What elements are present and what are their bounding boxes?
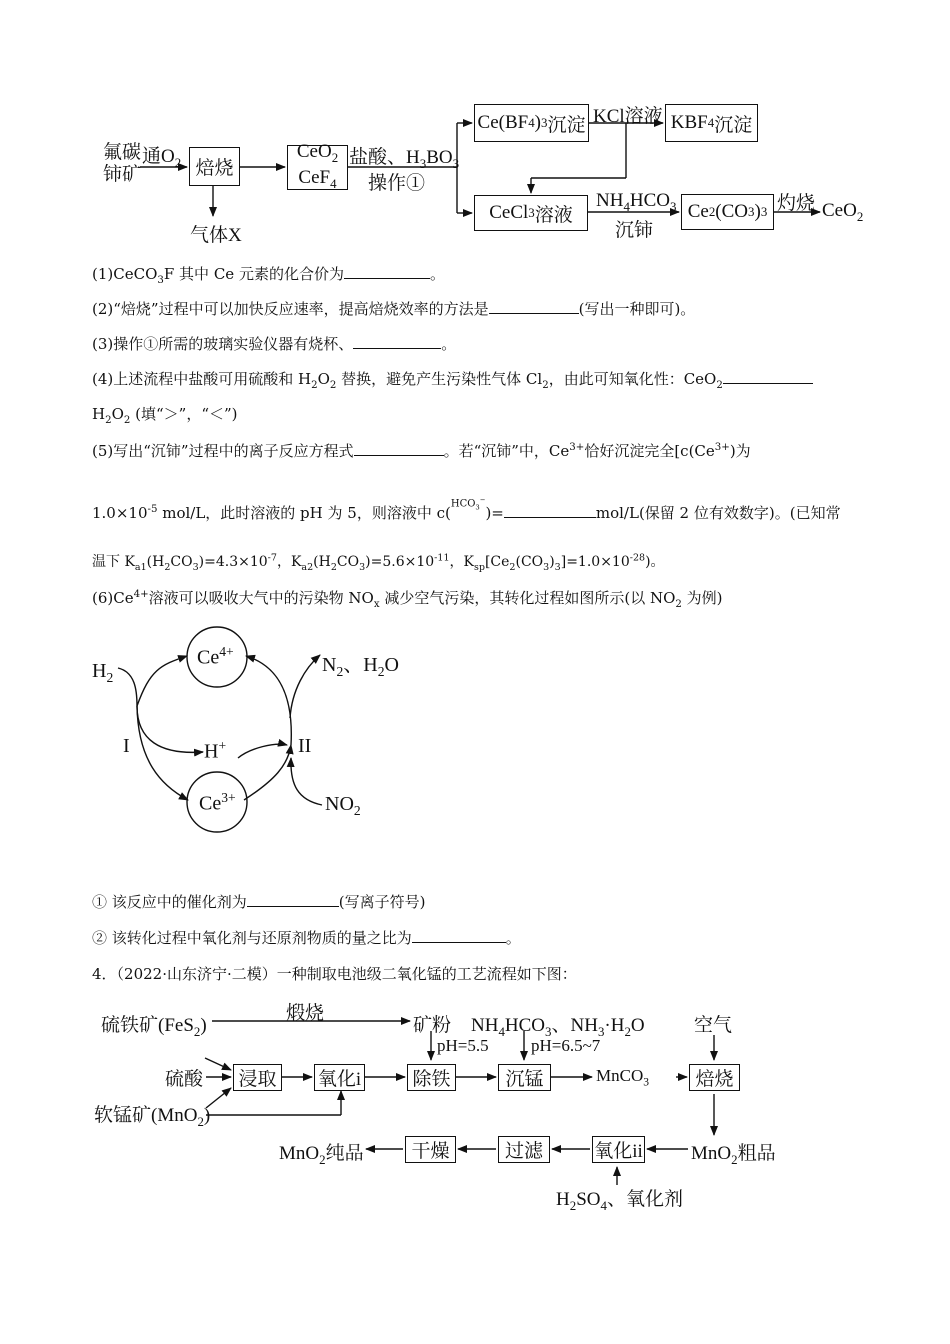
ore-label: 氟碳 铈矿 bbox=[103, 142, 142, 185]
sub-question-2: ② 该转化过程中氧化剂与还原剂物质的量之比为 。 bbox=[92, 929, 521, 947]
dry-box: 干燥 bbox=[405, 1136, 456, 1163]
no2-label: $NO_2$ bbox=[325, 793, 361, 818]
ph2-label: pH=6.5~7 bbox=[531, 1036, 601, 1055]
step-2-label: II bbox=[298, 735, 312, 757]
air-label: 空气 bbox=[694, 1015, 733, 1036]
ph1-label: pH=5.5 bbox=[437, 1036, 489, 1055]
pure-mno2-label: MnO$_2$纯品 bbox=[279, 1143, 364, 1167]
o2-label: 通$O_2$ bbox=[142, 146, 182, 170]
answer-blank[interactable] bbox=[723, 369, 813, 384]
question-2: (2)“焙烧”过程中可以加快反应速率，提高焙烧效率的方法是 (写出一种即可)。 bbox=[92, 300, 696, 318]
ceo2-cef4-box: CeO$_2$ CeF$_4$ bbox=[287, 145, 348, 190]
final-ceo2-label: CeO$_2$ bbox=[822, 200, 864, 224]
powder-label: 矿粉 bbox=[413, 1015, 452, 1036]
acid-label: 盐酸、$H_3BO_3$ bbox=[349, 147, 460, 171]
burn-label: 灼烧 bbox=[777, 193, 816, 214]
answer-blank[interactable] bbox=[353, 334, 441, 349]
step-1-label: I bbox=[123, 735, 130, 757]
gas-x-label: 气体X bbox=[190, 225, 242, 246]
hco3-formula: $HCO_3^-$ bbox=[450, 495, 486, 511]
sub-question-1: ① 该反应中的催化剂为 (写离子符号) bbox=[92, 893, 426, 911]
answer-blank[interactable] bbox=[354, 441, 444, 456]
question-1: (1)CeCO$_3$F 其中 Ce 元素的化合价为 。 bbox=[92, 265, 445, 286]
question-3: (3)操作①所需的玻璃实验仪器有烧杯、 。 bbox=[92, 335, 457, 353]
sink-ce-label: 沉铈 bbox=[615, 220, 654, 241]
problem-4-heading: 4．（2022·山东济宁·二模）一种制取电池级二氧化锰的工艺流程如下图： bbox=[92, 965, 577, 983]
precipitate-mn-box: 沉锰 bbox=[498, 1064, 551, 1091]
question-4: (4)上述流程中盐酸可用硫酸和 $H_2O_2$ 替换，避免产生污染性气体 $Cl_2$，由此可知氧化性：CeO$_2$ bbox=[92, 368, 813, 391]
answer-blank[interactable] bbox=[504, 503, 596, 518]
pyrolusite-label: 软锰矿(MnO$_2$) bbox=[94, 1105, 211, 1129]
mnco3-label: MnCO$_3$ bbox=[596, 1066, 650, 1089]
crude-mno2-label: MnO$_2$粗品 bbox=[691, 1143, 776, 1167]
cebf4-box: Ce(BF 4 ) 3 沉淀 bbox=[474, 104, 589, 142]
operation-1-label: 操作① bbox=[368, 173, 426, 194]
hplus-label: H+ bbox=[204, 738, 227, 763]
reagent-label: $NH_4HCO_3$、$NH_3\cdot H_2O$ bbox=[471, 1015, 645, 1039]
nh4hco3-label: $NH_4HCO_3$ bbox=[596, 190, 677, 214]
ce3-label: $Ce^{3+}$ bbox=[199, 790, 236, 815]
ce2co3-box: Ce 2 (CO 3 ) 3 bbox=[681, 194, 774, 230]
roast-box-2: 焙烧 bbox=[689, 1064, 740, 1091]
kbf4-box: KBF 4 沉淀 bbox=[665, 104, 758, 142]
oxidant-label: $H_2SO_4$、氧化剂 bbox=[556, 1189, 683, 1213]
sulfuric-acid-label: 硫酸 bbox=[165, 1069, 204, 1090]
question-4-line2: $H_2O_2$ (填“＞”，“＜”) bbox=[92, 405, 238, 426]
answer-blank[interactable] bbox=[247, 892, 339, 907]
leach-box: 浸取 bbox=[233, 1064, 282, 1091]
oxidation-ii-box: 氧化ii bbox=[592, 1136, 645, 1163]
filter-box: 过滤 bbox=[498, 1136, 550, 1163]
answer-blank[interactable] bbox=[412, 928, 506, 943]
n2-h2o-label: $N_2$、$H_2O$ bbox=[322, 654, 399, 679]
remove-fe-box: 除铁 bbox=[407, 1064, 456, 1091]
cecl3-box: CeCl 3 溶液 bbox=[474, 195, 588, 231]
question-5-line3: 温下 $K_{a1}(H_2CO_3)=4.3\times 10^{-7}$，$K_{a2}(H_2CO_3)=5.6\times 10^{-11}$，$K_{sp}[Ce_2(CO_3)_3]=1.0\times 10^{-28}$)。 bbox=[92, 552, 665, 573]
kcl-label: KCl溶液 bbox=[593, 106, 663, 127]
h2-label: $H_2$ bbox=[92, 660, 114, 685]
answer-blank[interactable] bbox=[489, 299, 579, 314]
roast-box: 焙烧 bbox=[189, 147, 240, 186]
question-5: (5)写出“沉铈”过程中的离子反应方程式 。若“沉铈”中，$Ce^{3+}$恰好沉淀完全[$c(Ce^{3+})$为 bbox=[92, 442, 751, 460]
oxidation-i-box: 氧化i bbox=[314, 1064, 365, 1091]
calcine-label: 煅烧 bbox=[286, 1003, 325, 1024]
answer-blank[interactable] bbox=[344, 264, 430, 279]
pyrite-label: 硫铁矿(FeS$_2$) bbox=[101, 1015, 207, 1039]
ce4-label: $Ce^{4+}$ bbox=[197, 644, 234, 669]
question-5-line2: $1.0\times 10^{-5}$ mol/L，此时溶液的 pH 为 5，则溶液中 $c(HCO_3^-)= mol/L$(保留 2 位有效数字)。(已知常 bbox=[92, 495, 841, 522]
question-6: $(6)Ce^{4+}$溶液可以吸收大气中的污染物 $NO_x$ 减少空气污染，其转化过程如图所示(以 $NO_2$ 为例) bbox=[92, 589, 723, 610]
